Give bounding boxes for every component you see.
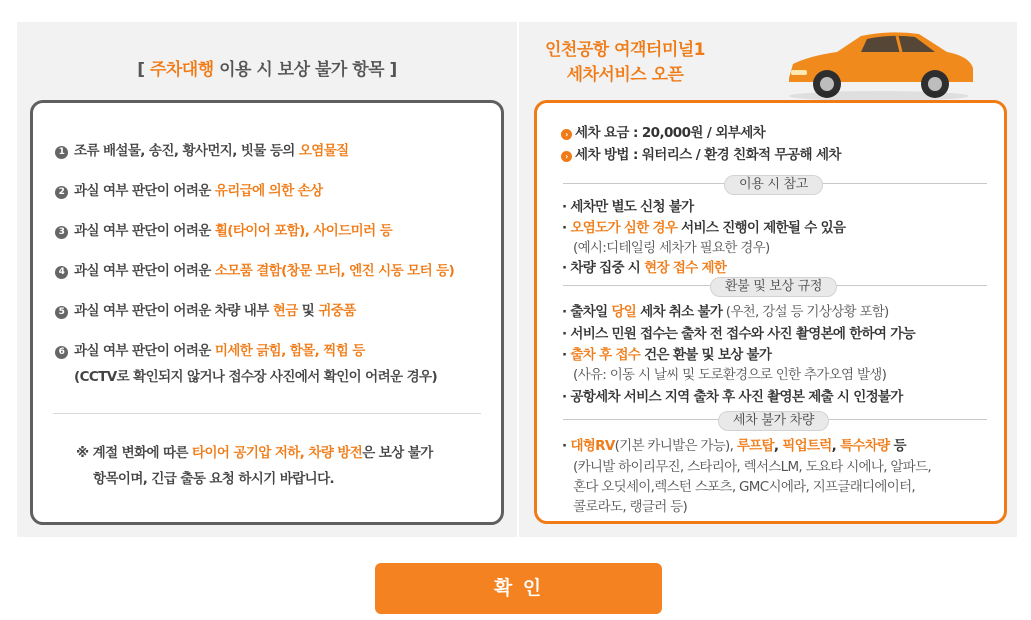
exclusion-item-note: (CCTV로 확인되지 않거나 접수장 사진에서 확인이 어려운 경우) [74,369,438,385]
refund-rule-detail: (사유: 이동 시 날씨 및 도로환경으로 인한 추가오염 발생) [573,367,887,383]
exclusion-title: [ 주차대행 이용 시 보상 불가 항목 ] [137,60,397,80]
title-highlight: 주차대행 [149,60,214,80]
section-usage-notes: 이용 시 참고 [537,173,1010,195]
number-badge-icon: 1 [55,146,68,159]
excluded-vehicles-detail: (카니발 하이리무진, 스타리아, 렉서스LM, 도요타 시에나, 알파드, [573,459,932,475]
car-wash-info-box [534,100,1007,524]
usage-note: · 세차만 별도 신청 불가 [562,199,694,215]
refund-rule: · 출차 후 접수 건은 환불 및 보상 불가 [562,347,772,363]
exclusion-item: 4 과실 여부 판단이 어려운 소모품 결함(창문 모터, 엔진 시동 모터 등) [55,259,454,279]
section-refund-rules: 환불 및 보상 규정 [537,275,1010,297]
confirm-button[interactable]: 확 인 [375,563,662,614]
usage-note: · 차량 집중 시 현장 접수 제한 [562,260,727,276]
arrow-bullet-icon: › [561,129,572,140]
exclusion-list-box [30,100,504,525]
excluded-vehicles: · 대형RV(기본 카니발은 가능), 루프탑, 픽업트럭, 특수차량 등 [562,438,906,454]
section-excluded-vehicles: 세차 불가 차량 [537,409,1010,431]
compensation-exclusion-panel [17,22,517,537]
car-illustration-icon [779,26,979,104]
season-notice: ※ 계절 변화에 따른 타이어 공기압 저하, 차량 방전은 보상 불가 [76,445,433,461]
number-badge-icon: 3 [55,226,68,239]
number-badge-icon: 4 [55,266,68,279]
arrow-bullet-icon: › [561,151,572,162]
car-wash-service-panel [519,22,1017,537]
wash-fee: › 세차 요금 : 20,000원 / 외부세차 [561,121,765,141]
exclusion-item: 1 조류 배설물, 송진, 황사먼지, 빗물 등의 오염물질 [55,139,349,159]
refund-rule: · 출차일 당일 세차 취소 불가 (우천, 강설 등 기상상황 포함) [562,304,889,320]
excluded-vehicles-detail: 혼다 오딧세이,렉스턴 스포츠, GMC시에라, 지프글래디에이터, [573,479,916,495]
exclusion-item: 3 과실 여부 판단이 어려운 휠(타이어 포함), 사이드미러 등 [55,219,392,239]
exclusion-item: 6 과실 여부 판단이 어려운 미세한 긁힘, 함몰, 찍힘 등 [55,339,365,359]
exclusion-item: 5 과실 여부 판단이 어려운 차량 내부 현금 및 귀중품 [55,299,356,319]
divider [53,413,481,414]
season-notice-line2: 항목이며, 긴급 출동 요청 하시기 바랍니다. [93,471,335,487]
refund-rule: · 공항세차 서비스 지역 출차 후 사진 촬영본 제출 시 인정불가 [562,389,903,405]
refund-rule: · 서비스 민원 접수는 출차 전 접수와 사진 촬영본에 한하여 가능 [562,326,915,342]
wash-method: › 세차 방법 : 워터리스 / 환경 친화적 무공해 세차 [561,143,841,163]
number-badge-icon: 6 [55,346,68,359]
usage-note-detail: (예시:디테일링 세차가 필요한 경우) [573,240,770,256]
excluded-vehicles-detail: 콜로라도, 랭글러 등) [573,499,688,515]
car-wash-title: 인천공항 여객터미널1 세차서비스 오픈 [544,40,706,85]
exclusion-item: 2 과실 여부 판단이 어려운 유리급에 의한 손상 [55,179,323,199]
number-badge-icon: 5 [55,306,68,319]
usage-note: · 오염도가 심한 경우 서비스 진행이 제한될 수 있음 [562,220,846,236]
number-badge-icon: 2 [55,186,68,199]
